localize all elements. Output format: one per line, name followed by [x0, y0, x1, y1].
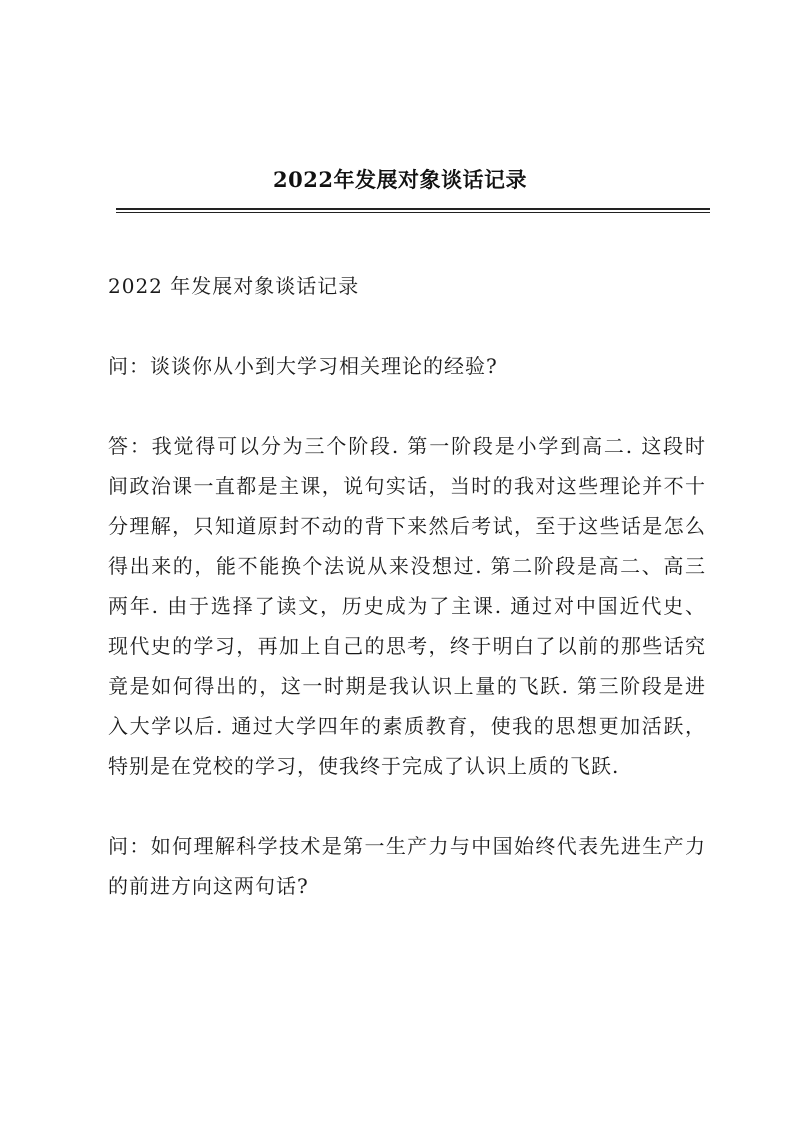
question-1: [108, 346, 706, 386]
paragraph-line: 间政治课一直都是主课，说句实话，当时的我对这些理论并不十: [108, 474, 706, 498]
paragraph-line: 入大学以后. 通过大学四年的素质教育，使我的思想更加活跃，: [108, 714, 706, 738]
paragraph-line: 问：如何理解科学技术是第一生产力与中国始终代表先进生产力: [108, 834, 706, 858]
paragraph-line: 分理解，只知道原封不动的背下来然后考试，至于这些话是怎么: [108, 514, 706, 538]
paragraph-line: 问：谈谈你从小到大学习相关理论的经验?: [108, 354, 498, 378]
paragraph-line: 答：我觉得可以分为三个阶段. 第一阶段是小学到高二. 这段时: [108, 434, 706, 458]
paragraph-line: 的前进方向这两句话?: [108, 874, 309, 898]
document-body: [108, 266, 706, 906]
paragraph-line: 竟是如何得出的，这一时期是我认识上量的飞跃. 第三阶段是进: [108, 674, 706, 698]
title-divider: [116, 208, 710, 213]
subtitle-line: 2022 年发展对象谈话记录: [108, 274, 360, 298]
page-title: 2022年发展对象谈话记录: [273, 167, 527, 192]
paragraph-line: 现代史的学习，再加上自己的思考，终于明白了以前的那些话究: [108, 634, 706, 658]
body-subtitle: [108, 266, 706, 306]
paragraph-line: 得出来的，能不能换个法说从来没想过. 第二阶段是高二、高三: [108, 554, 706, 578]
question-2: [108, 826, 706, 906]
paragraph-line: 两年. 由于选择了读文，历史成为了主课. 通过对中国近代史、: [108, 594, 706, 618]
paragraph-line: 特别是在党校的学习，使我终于完成了认识上质的飞跃.: [108, 754, 620, 778]
answer-1: [108, 426, 706, 786]
